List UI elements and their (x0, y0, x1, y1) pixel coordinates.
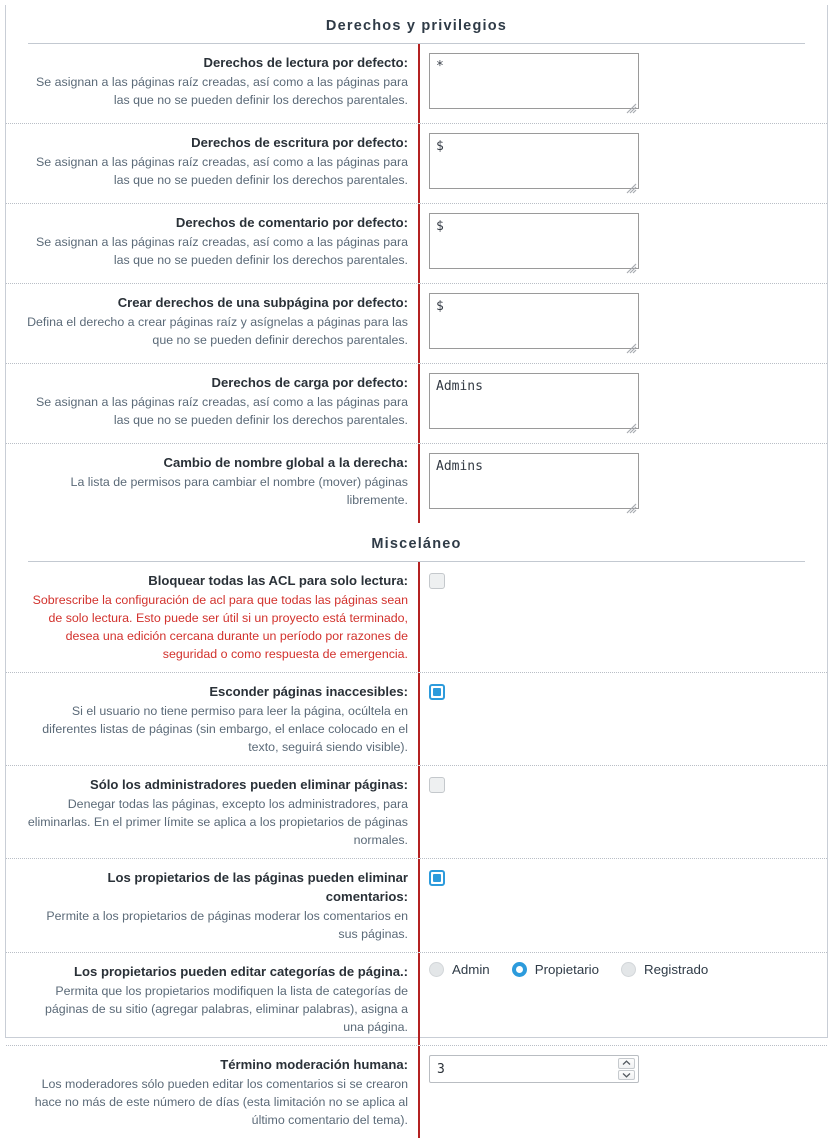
row-label-title: Esconder páginas inaccesibles: (209, 684, 408, 699)
row-field (420, 953, 827, 1045)
chevron-up-icon[interactable] (618, 1058, 635, 1069)
row-field (420, 766, 827, 858)
sections-container (6, 5, 827, 1138)
radio-option-label: Propietario (534, 962, 600, 977)
textarea-wrapper (429, 373, 639, 434)
row-label-description: Se asignan a las páginas raíz creadas, así como a las páginas para las que no se pueden definir los derechos parentales. (36, 235, 408, 267)
radio-option[interactable] (621, 962, 708, 977)
permissions-textarea[interactable] (429, 53, 639, 109)
row-label-description: Se asignan a las páginas raíz creadas, así como a las páginas para las que no se pueden definir los derechos parentales. (36, 395, 408, 427)
textarea-wrapper (429, 53, 639, 114)
row-field (420, 673, 827, 765)
radio-button[interactable] (512, 962, 527, 977)
radio-button[interactable] (429, 962, 444, 977)
row-label-title: Los propietarios pueden editar categorías de página.: (74, 964, 408, 979)
settings-row (6, 364, 827, 444)
setting-checkbox[interactable] (429, 573, 445, 589)
row-label-title: Derechos de carga por defecto: (211, 375, 408, 390)
moderation-days-input[interactable] (430, 1056, 618, 1082)
radio-option[interactable] (512, 962, 599, 977)
settings-row (6, 204, 827, 284)
row-label-title: Sólo los administradores pueden eliminar páginas: (90, 777, 408, 792)
row-label-description: Si el usuario no tiene permiso para leer la página, ocúltela en diferentes listas de páginas (sin embargo, el enlace colocado en el texto, seguirá siendo visible). (42, 704, 408, 754)
radio-option-label: Registrado (644, 962, 709, 977)
row-field (420, 44, 827, 123)
row-label-title: Bloquear todas las ACL para solo lectura: (148, 573, 408, 588)
row-label (6, 204, 420, 283)
settings-row (6, 284, 827, 364)
row-label (6, 364, 420, 443)
row-label-title: Los propietarios de las páginas pueden eliminar comentarios: (107, 870, 408, 904)
row-field (420, 562, 827, 672)
row-label-title: Derechos de comentario por defecto: (175, 215, 408, 230)
settings-row (6, 444, 827, 523)
textarea-wrapper (429, 293, 639, 354)
row-label-description: Defina el derecho a crear páginas raíz y asígnelas a páginas para las que no se pueden definir derechos parentales. (27, 315, 408, 347)
settings-row (6, 953, 827, 1046)
row-field (420, 204, 827, 283)
textarea-wrapper (429, 133, 639, 194)
radio-group (429, 962, 730, 977)
textarea-wrapper (429, 213, 639, 274)
settings-row (6, 859, 827, 953)
row-label (6, 673, 420, 765)
setting-checkbox[interactable] (429, 777, 445, 793)
row-label-description: Sobrescribe la configuración de acl para que todas las páginas sean de solo lectura. Esto puede ser útil si un proyecto está terminado, desea una edición cercana durante un período por razones de seguridad o como respuesta de emergencia. (32, 593, 408, 661)
row-label-description: Permita que los propietarios modifiquen la lista de categorías de páginas de su sitio (agregar palabras, eliminar palabras), asigna a una página. (45, 984, 408, 1034)
permissions-textarea[interactable] (429, 453, 639, 509)
row-label (6, 284, 420, 363)
section-miscelaneo (6, 523, 827, 1138)
row-label (6, 766, 420, 858)
section-title-derechos: Derechos y privilegios (325, 18, 508, 34)
row-field (420, 1046, 827, 1138)
row-label (6, 859, 420, 952)
permissions-textarea[interactable] (429, 373, 639, 429)
rows-miscelaneo (6, 562, 827, 1138)
row-label-description: La lista de permisos para cambiar el nombre (mover) páginas libremente. (70, 475, 408, 507)
row-label (6, 444, 420, 523)
settings-frame (5, 5, 828, 1127)
row-label-description: Se asignan a las páginas raíz creadas, así como a las páginas para las que no se pueden definir los derechos parentales. (36, 75, 408, 107)
rows-derechos (6, 44, 827, 523)
row-label-description: Se asignan a las páginas raíz creadas, así como a las páginas para las que no se pueden definir los derechos parentales. (36, 155, 408, 187)
row-field (420, 444, 827, 523)
number-input-wrapper (429, 1055, 639, 1083)
row-label (6, 44, 420, 123)
permissions-textarea[interactable] (429, 293, 639, 349)
row-label-description: Permite a los propietarios de páginas moderar los comentarios en sus páginas. (46, 909, 408, 941)
settings-row (6, 673, 827, 766)
row-field (420, 859, 827, 952)
permissions-textarea[interactable] (429, 213, 639, 269)
row-label-description: Denegar todas las páginas, excepto los administradores, para eliminarlas. En el primer límite se aplica a los propietarios de páginas normales. (27, 797, 408, 847)
settings-row (6, 124, 827, 204)
textarea-wrapper (429, 453, 639, 514)
setting-checkbox[interactable] (429, 684, 445, 700)
settings-row (6, 44, 827, 124)
row-field (420, 124, 827, 203)
row-label (6, 124, 420, 203)
row-label-description: Los moderadores sólo pueden editar los comentarios si se crearon hace no más de este número de días (esta limitación no se aplica al último comentario del tema). (34, 1077, 408, 1127)
row-label-title: Cambio de nombre global a la derecha: (163, 455, 408, 470)
radio-button[interactable] (621, 962, 636, 977)
row-label (6, 562, 420, 672)
row-label-title: Derechos de lectura por defecto: (203, 55, 408, 70)
row-label-title: Derechos de escritura por defecto: (191, 135, 408, 150)
radio-option-label: Admin (452, 962, 490, 977)
row-field (420, 364, 827, 443)
number-spinner (618, 1058, 635, 1080)
row-field (420, 284, 827, 363)
section-title-miscelaneo: Misceláneo (371, 536, 462, 552)
row-label-title: Crear derechos de una subpágina por defecto: (117, 295, 408, 310)
chevron-down-icon[interactable] (618, 1070, 635, 1081)
settings-row (6, 562, 827, 673)
row-label-title: Término moderación humana: (220, 1057, 408, 1072)
settings-row (6, 766, 827, 859)
section-derechos (6, 5, 827, 523)
radio-option[interactable] (429, 962, 490, 977)
settings-row (6, 1046, 827, 1138)
row-label (6, 1046, 420, 1138)
permissions-textarea[interactable] (429, 133, 639, 189)
row-label (6, 953, 420, 1045)
setting-checkbox[interactable] (429, 870, 445, 886)
